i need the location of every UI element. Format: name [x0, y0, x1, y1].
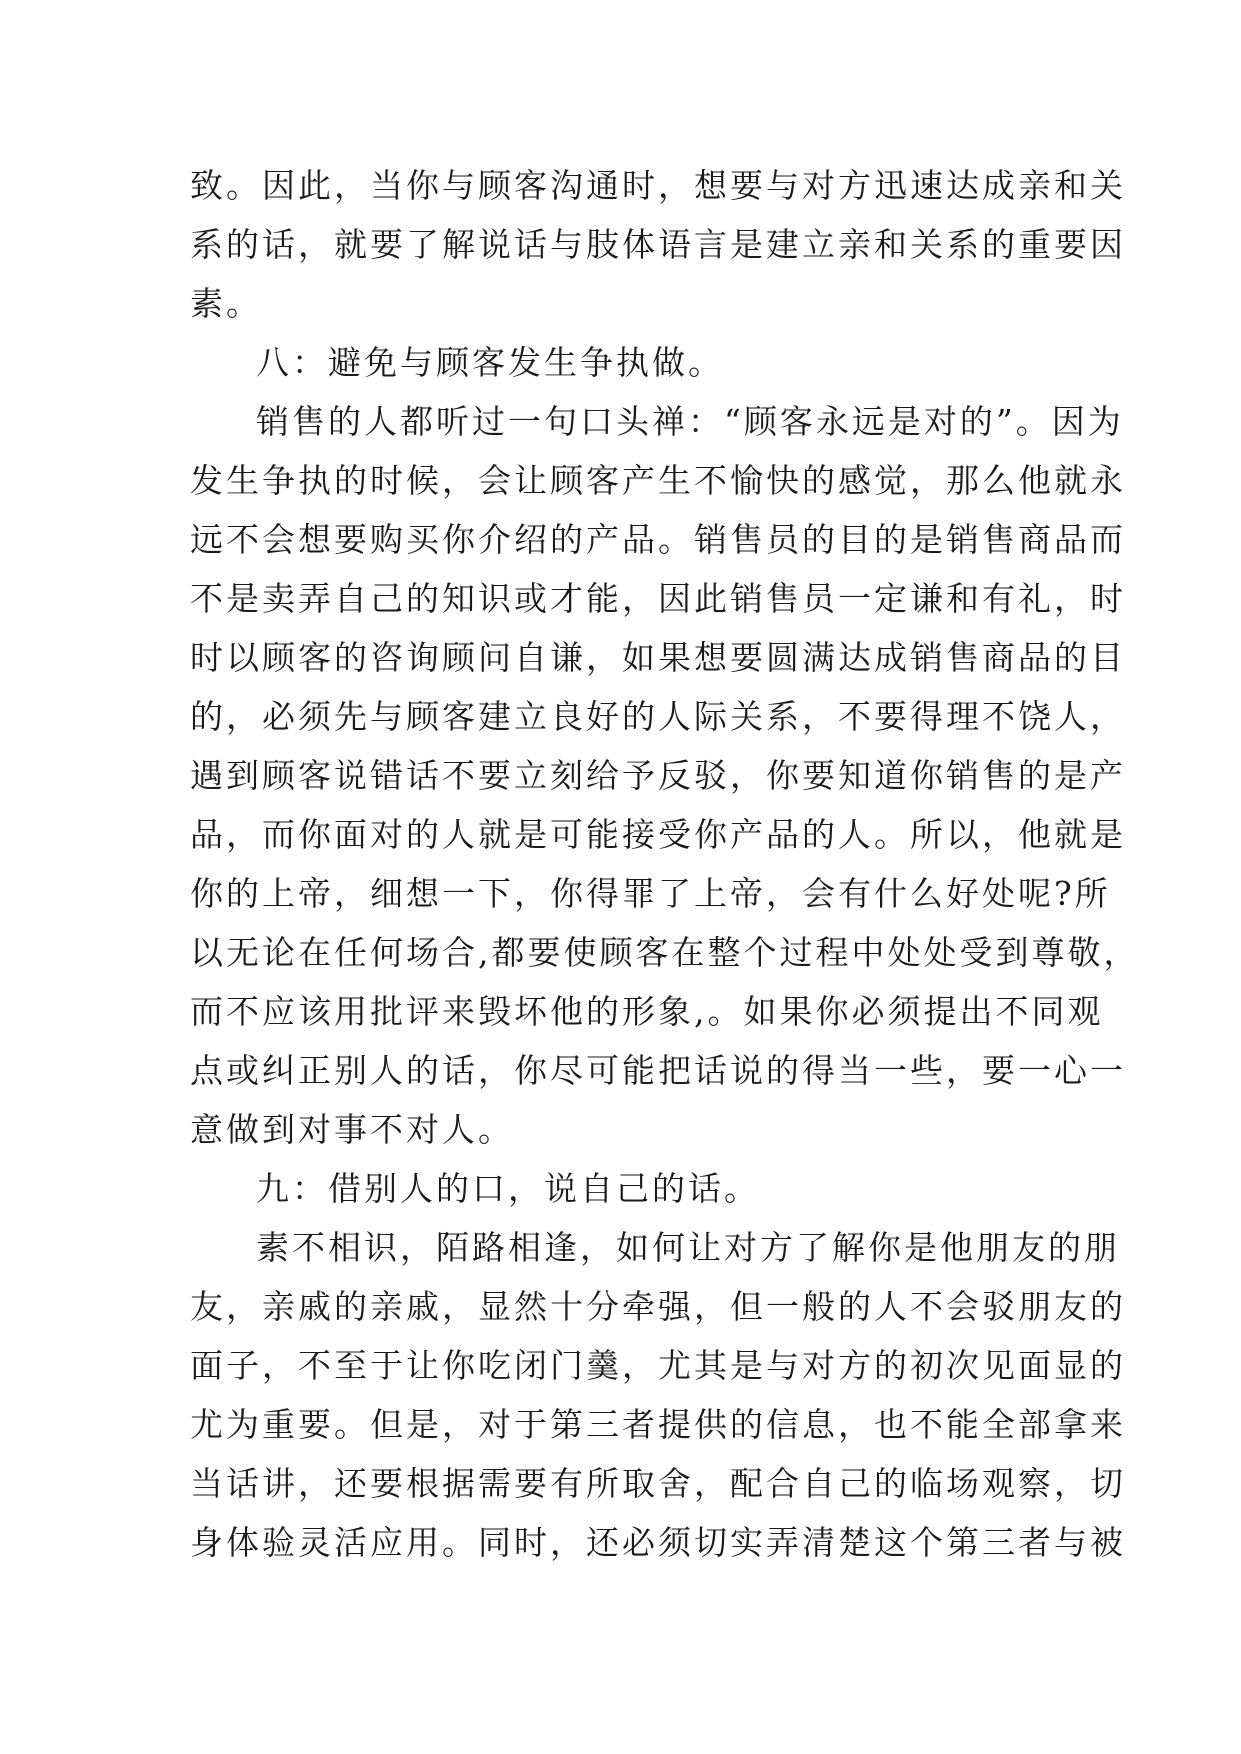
- text-line: 遇到顾客说错话不要立刻给予反驳，你要知道你销售的是产: [190, 756, 1126, 795]
- text-line: 面子，不至于让你吃闭门羹，尤其是与对方的初次见面显的: [190, 1346, 1126, 1385]
- text-line: 发生争执的时候，会让顾客产生不愉快的感觉，那么他就永: [190, 461, 1126, 500]
- text-line: 当话讲，还要根据需要有所取舍，配合自己的临场观察，切: [190, 1464, 1126, 1503]
- text-line: 点或纠正别人的话，你尽可能把话说的得当一些，要一心一: [190, 1051, 1126, 1090]
- text-line: 而不应该用批评来毁坏他的形象,。如果你必须提出不同观: [190, 992, 1104, 1031]
- text-line: 八：避免与顾客发生争执做。: [256, 343, 724, 382]
- text-line: 时以顾客的咨询顾问自谦，如果想要圆满达成销售商品的目: [190, 638, 1126, 677]
- text-line: 以无论在任何场合,都要使顾客在整个过程中处处受到尊敬，: [190, 933, 1140, 972]
- text-line: 九：借别人的口，说自己的话。: [256, 1169, 760, 1208]
- text-line: 身体验灵活应用。同时，还必须切实弄清楚这个第三者与被: [190, 1523, 1126, 1562]
- text-line: 系的话，就要了解说话与肢体语言是建立亲和关系的重要因: [190, 225, 1126, 264]
- text-line: 素不相识，陌路相逢，如何让对方了解你是他朋友的朋: [256, 1228, 1120, 1267]
- body-text: [190, 156, 1140, 1572]
- text-line: 意做到对事不对人。: [190, 1110, 514, 1149]
- text-line: 你的上帝，细想一下，你得罪了上帝，会有什么好处呢?所: [190, 874, 1111, 913]
- text-line: 远不会想要购买你介绍的产品。销售员的目的是销售商品而: [190, 520, 1126, 559]
- text-line: 不是卖弄自己的知识或才能，因此销售员一定谦和有礼，时: [190, 579, 1126, 618]
- text-line: 友，亲戚的亲戚，显然十分牵强，但一般的人不会驳朋友的: [190, 1287, 1126, 1326]
- text-line: 销售的人都听过一句口头禅：“顾客永远是对的”。因为: [256, 402, 1124, 441]
- text-line: 致。因此，当你与顾客沟通时，想要与对方迅速达成亲和关: [190, 166, 1126, 205]
- text-line: 品，而你面对的人就是可能接受你产品的人。所以，他就是: [190, 815, 1126, 854]
- text-line: 的，必须先与顾客建立良好的人际关系，不要得理不饶人，: [190, 697, 1126, 736]
- text-line: 素。: [190, 284, 262, 323]
- text-line: 尤为重要。但是，对于第三者提供的信息，也不能全部拿来: [190, 1405, 1126, 1444]
